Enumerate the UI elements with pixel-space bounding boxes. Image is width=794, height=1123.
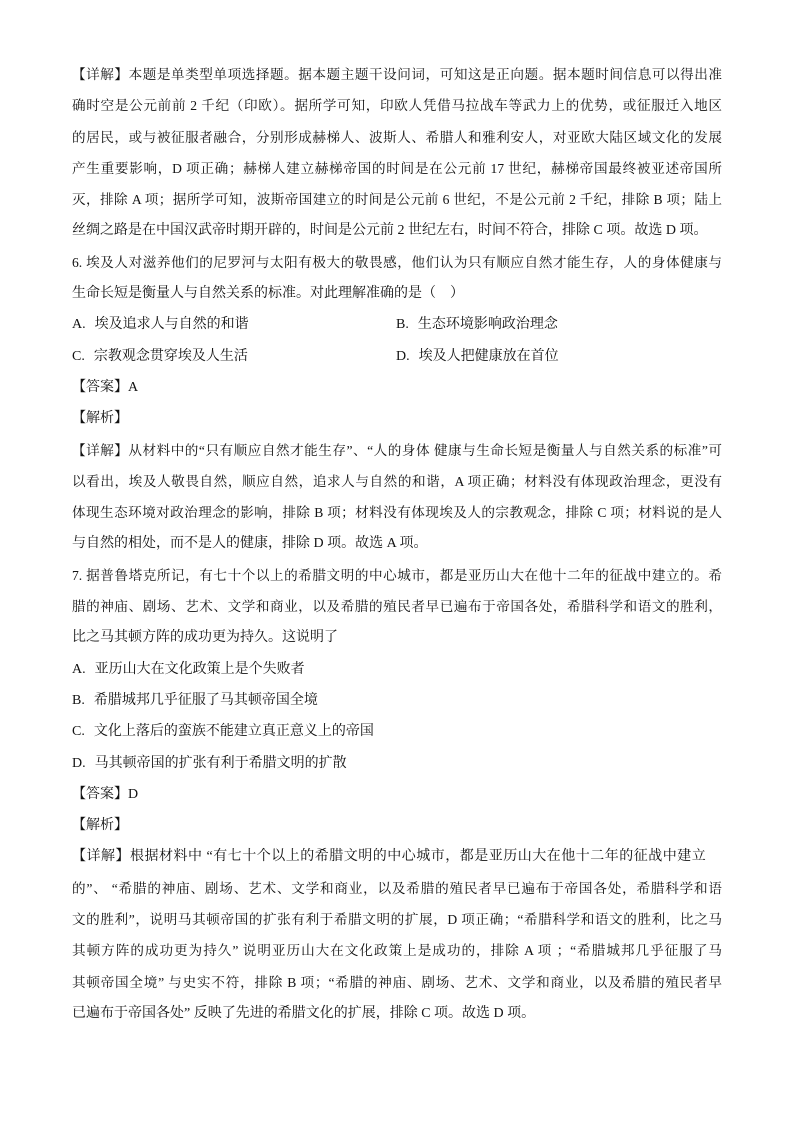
option-label: C. xyxy=(72,724,85,740)
q6-option-a xyxy=(72,309,396,340)
q5-explanation-line: 产生重要影响，D 项正确；赫梯人建立赫梯帝国的时间是在公元前 17 世纪，赫梯帝国最终被亚述帝国所 xyxy=(72,160,722,176)
q6-option-c xyxy=(72,341,396,372)
q6-options-row xyxy=(72,309,722,340)
question-5-explanation xyxy=(72,59,722,247)
q7-explanation-line: 其顿方阵的成功更为持久” 说明亚历山大在文化政策上是成功的，排除 A 项 ；“希腊城邦几乎征服了马 xyxy=(72,943,722,959)
option-text: 希腊城邦几乎征服了马其顿帝国全境 xyxy=(93,692,318,708)
option-label: D. xyxy=(396,348,410,364)
q7-stem-line: 比之马其顿方阵的成功更为持久。这说明了 xyxy=(72,630,338,646)
q6-analysis-heading: 【解析】 xyxy=(72,411,128,427)
option-text: 宗教观念贯穿埃及人生活 xyxy=(93,348,248,364)
q7-analysis-heading: 【解析】 xyxy=(72,818,128,834)
answer-tag: 【答案】 xyxy=(72,786,128,802)
option-text: 马其顿帝国的扩张有利于希腊文明的扩散 xyxy=(94,755,347,771)
answer-value: D xyxy=(128,786,139,802)
option-text: 埃及追求人与自然的和谐 xyxy=(94,317,249,333)
q7-explanation-line: 文的胜利”，说明马其顿帝国的扩张有利于希腊文明的扩展，D 项正确；“希腊科学和语文的胜利，比之马 xyxy=(72,912,722,928)
option-text: 亚历山大在文化政策上是个失败者 xyxy=(94,661,305,677)
q7-stem-line: 腊的神庙、剧场、艺术、文学和商业，以及希腊的殖民者早已遍布于帝国各处，希腊科学和语文的胜利， xyxy=(72,599,722,615)
answer-value: A xyxy=(128,379,139,395)
q6-options-row xyxy=(72,341,722,372)
q5-explanation-line: 确时空是公元前前 2 千纪（印欧）。据所学可知，印欧人凭借马拉战车等武力上的优势，或征服迁入地区 xyxy=(72,98,722,114)
q7-option-a xyxy=(72,654,722,685)
option-label: B. xyxy=(72,692,85,708)
q7-explanation-line: 已遍布于帝国各处” 反映了先进的希腊文化的扩展，排除 C 项。故选 D 项。 xyxy=(72,1005,536,1021)
q5-explanation-line: 【详解】本题是单类型单项选择题。据本题主题干设问词，可知这是正向题。据本题时间信息可以得出准 xyxy=(72,67,722,82)
option-text: 埃及人把健康放在首位 xyxy=(418,348,559,364)
option-label: D. xyxy=(72,755,86,771)
q6-explanation-line: 以看出，埃及人敬畏自然，顺应自然，追求人与自然的和谐，A 项正确；材料没有体现政治理念，更没有 xyxy=(72,473,722,489)
document-page xyxy=(72,59,722,1029)
q7-stem-line: 7. 据普鲁塔克所记，有七十个以上的希腊文明的中心城市，都是亚历山大在他十二年的征战中建立的。希 xyxy=(72,567,722,583)
option-text: 生态环境影响政治理念 xyxy=(417,317,558,333)
answer-tag: 【答案】 xyxy=(72,379,128,395)
q7-explanation-line: 【详解】根据材料中 “有七十个以上的希腊文明的中心城市，都是亚历山大在他十二年的征战中建立 xyxy=(72,849,707,865)
q6-option-d xyxy=(396,341,720,372)
question-7 xyxy=(72,560,722,1029)
q5-explanation-line: 灭，排除 A 项；据所学可知，波斯帝国建立的时间是公元前 6 世纪，不是公元前 2 千纪，排除 B 项；陆上 xyxy=(72,192,722,208)
q7-option-d xyxy=(72,748,722,779)
q5-explanation-line: 丝绸之路是在中国汉武帝时期开辟的，时间是公元前 2 世纪左右，时间不符合，排除 C 项。故选 D 项。 xyxy=(72,223,708,239)
q7-option-c xyxy=(72,716,722,747)
q7-option-b xyxy=(72,685,722,716)
option-label: C. xyxy=(72,348,85,364)
q6-option-b xyxy=(396,309,720,340)
q6-stem-line: 生命长短是衡量人与自然关系的标准。对此理解准确的是（ ） xyxy=(72,286,464,302)
option-text: 文化上落后的蛮族不能建立真正意义上的帝国 xyxy=(93,724,374,740)
q7-explanation-line: 其顿帝国全境” 与史实不符，排除 B 项；“希腊的神庙、剧场、艺术、文学和商业，以及希腊的殖民者早 xyxy=(72,974,722,990)
q6-answer xyxy=(72,372,722,403)
q7-answer xyxy=(72,779,722,810)
q6-stem-line: 6. 埃及人对滋养他们的尼罗河与太阳有极大的敬畏感，他们认为只有顺应自然才能生存，人的身体健康与 xyxy=(72,254,722,270)
question-6 xyxy=(72,247,722,560)
q6-explanation-line: 【详解】从材料中的“只有顺应自然才能生存”、“人的身体 健康与生命长短是衡量人与自然关系的标准”可 xyxy=(72,442,722,458)
option-label: A. xyxy=(72,661,86,677)
q6-explanation-line: 与自然的相处，而不是人的健康，排除 D 项。故选 A 项。 xyxy=(72,536,428,552)
q6-explanation-line: 体现生态环境对政治理念的影响，排除 B 项；材料没有体现埃及人的宗教观念，排除 C 项；材料说的是人 xyxy=(72,505,722,521)
q5-explanation-line: 的居民，或与被征服者融合，分别形成赫梯人、波斯人、希腊人和雅利安人，对亚欧大陆区域文化的发展 xyxy=(72,129,722,145)
q7-explanation-line: 的”、 “希腊的神庙、剧场、艺术、文学和商业，以及希腊的殖民者早已遍布于帝国各处，希腊科学和语 xyxy=(72,880,722,896)
option-label: A. xyxy=(72,317,86,333)
option-label: B. xyxy=(396,317,409,333)
